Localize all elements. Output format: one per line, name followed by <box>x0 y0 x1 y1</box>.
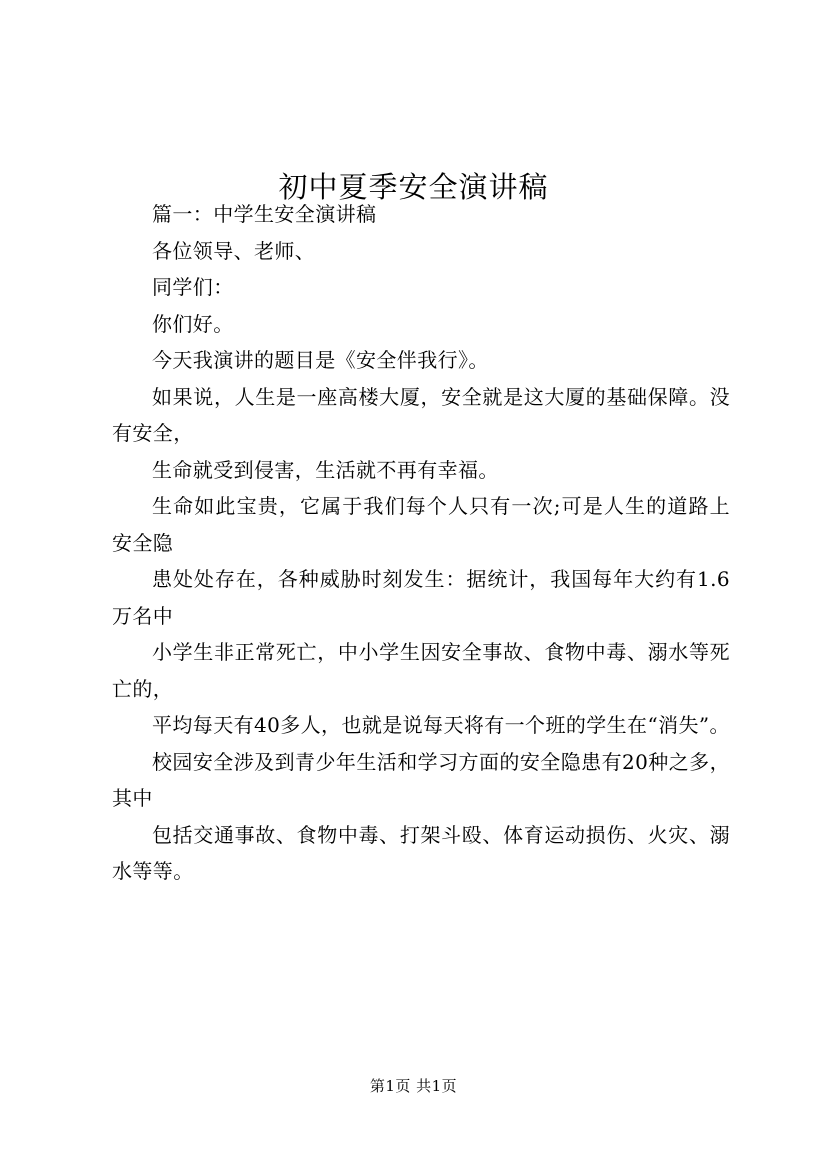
paragraph: 包括交通事故、食物中毒、打架斗殴、体育运动损伤、火灾、溺水等等。 <box>112 822 730 883</box>
page-footer: 第1页 共1页 <box>369 1077 458 1095</box>
paragraph: 平均每天有40多人，也就是说每天将有一个班的学生在“消失”。 <box>152 713 730 737</box>
paragraph: 校园安全涉及到青少年生活和学习方面的安全隐患有20种之多，其中 <box>112 749 730 810</box>
document-title: 初中夏季安全演讲稿 <box>278 170 549 205</box>
paragraph: 生命如此宝贵，它属于我们每个人只有一次;可是人生的道路上安全隐 <box>112 494 730 555</box>
paragraph: 同学们： <box>152 275 234 299</box>
paragraph: 如果说，人生是一座高楼大厦，安全就是这大厦的基础保障。没有安全， <box>112 384 730 445</box>
document-body <box>112 196 730 890</box>
paragraph: 篇一：中学生安全演讲稿 <box>152 202 377 226</box>
paragraph: 今天我演讲的题目是《安全伴我行》。 <box>152 348 489 372</box>
paragraph: 生命就受到侵害，生活就不再有幸福。 <box>152 457 499 482</box>
paragraph: 患处处存在，各种威胁时刻发生：据统计，我国每年大约有1.6万名中 <box>112 567 730 628</box>
paragraph: 各位领导、老师、 <box>152 238 316 263</box>
paragraph: 你们好。 <box>152 311 234 336</box>
paragraph: 小学生非正常死亡，中小学生因安全事故、食物中毒、溺水等死亡的， <box>112 640 730 701</box>
